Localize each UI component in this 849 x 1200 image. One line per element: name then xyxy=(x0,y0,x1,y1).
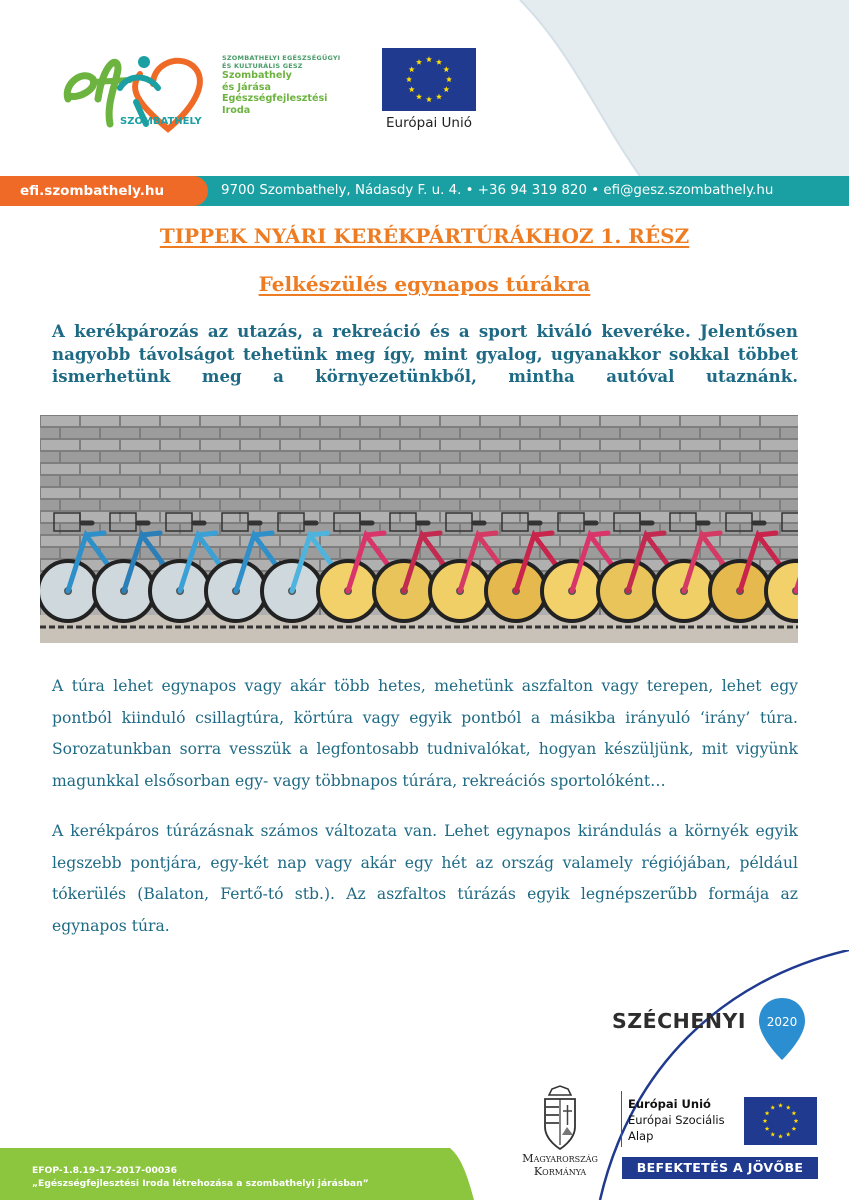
eu-line-2: Európai Szociális xyxy=(628,1113,725,1127)
project-name: „Egészségfejlesztési Iroda létrehozása a szombathelyi járásban” xyxy=(32,1178,369,1189)
hungarian-coat-of-arms-icon xyxy=(537,1085,583,1153)
bicycles-photo xyxy=(40,415,798,643)
gov-line-1: Magyarország xyxy=(522,1152,598,1165)
divider xyxy=(621,1091,622,1147)
body-paragraph-2: A kerékpáros túrázásnak számos változata van. Lehet egynapos kirándulás a környék egyik legszebb pontjára, egy-két nap vagy akár egy hét az ország valamely régiójában, például tókerülés (Balaton, Fertő-tó stb.). Az aszfaltos túrázás egyik legnépszerűbb formája az egynapos túra. xyxy=(52,822,798,935)
org-big-line-4: Iroda xyxy=(222,104,251,116)
body-paragraph-1: A túra lehet egynapos vagy akár több hetes, mehetünk aszfalton vagy terepen, lehet egy pontból kiinduló csillagtúra, körtúra vagy egyik pontból a másikba irányuló ‘irány’ túra. Sorozatunkban sorra vesszük a legfontosabb tudnivalókat, hogyan készüljünk, mit vigyünk magunkkal elsősorban egy- vagy többnapos túrára, rekreációs sportolóként… xyxy=(52,677,798,790)
org-big-line-3: Egészségfejlesztési xyxy=(222,93,328,104)
organization-name xyxy=(222,54,352,116)
eu-fund-label xyxy=(628,1096,725,1144)
org-small-line-1: SZOMBATHELYI EGÉSZSÉGÜGYI xyxy=(222,54,341,62)
contact-details: 9700 Szombathely, Nádasdy F. u. 4. • +36 94 319 820 • efi@gesz.szombathely.hu xyxy=(221,183,774,198)
hungarian-government xyxy=(505,1152,615,1178)
invest-in-future-banner: BEFEKTETÉS A JÖVŐBE xyxy=(622,1157,818,1179)
szechenyi-2020-pin-icon xyxy=(757,996,807,1062)
eu-label: Európai Unió xyxy=(386,115,472,131)
gov-line-2: Kormánya xyxy=(533,1165,587,1178)
org-big-line-2: és Járása xyxy=(222,81,271,93)
org-small-line-2: ÉS KULTURÁLIS GESZ xyxy=(222,62,303,70)
lead-paragraph: A kerékpározás az utazás, a rekreáció és a sport kiváló keveréke. Jelentősen nagyobb távolságot tehetünk meg így, mint gyalog, ugyanakkor sokkal többet ismerhetünk meg a környezetünkből, mintha autóval utaznánk. xyxy=(52,321,798,386)
eu-flag-icon-bottom xyxy=(744,1097,817,1145)
project-info xyxy=(32,1164,369,1190)
eu-line-1: Európai Unió xyxy=(628,1097,711,1111)
logo-subtext: SZOMBATHELY xyxy=(120,116,202,127)
szechenyi-logo-text: SZÉCHENYI xyxy=(612,1009,746,1033)
website-link[interactable]: efi.szombathely.hu xyxy=(0,176,208,206)
eu-line-3: Alap xyxy=(628,1129,654,1143)
project-code: EFOP-1.8.19-17-2017-00036 xyxy=(32,1165,178,1176)
org-big-line-1: Szombathely xyxy=(222,70,292,81)
article-title: TIPPEK NYÁRI KERÉKPÁRTÚRÁKHOZ 1. RÉSZ xyxy=(159,224,690,248)
eu-flag-icon xyxy=(382,48,476,111)
article-subtitle: Felkészülés egynapos túrákra xyxy=(258,272,591,296)
efi-logo xyxy=(58,44,218,136)
szechenyi-year: 2020 xyxy=(766,1015,798,1029)
